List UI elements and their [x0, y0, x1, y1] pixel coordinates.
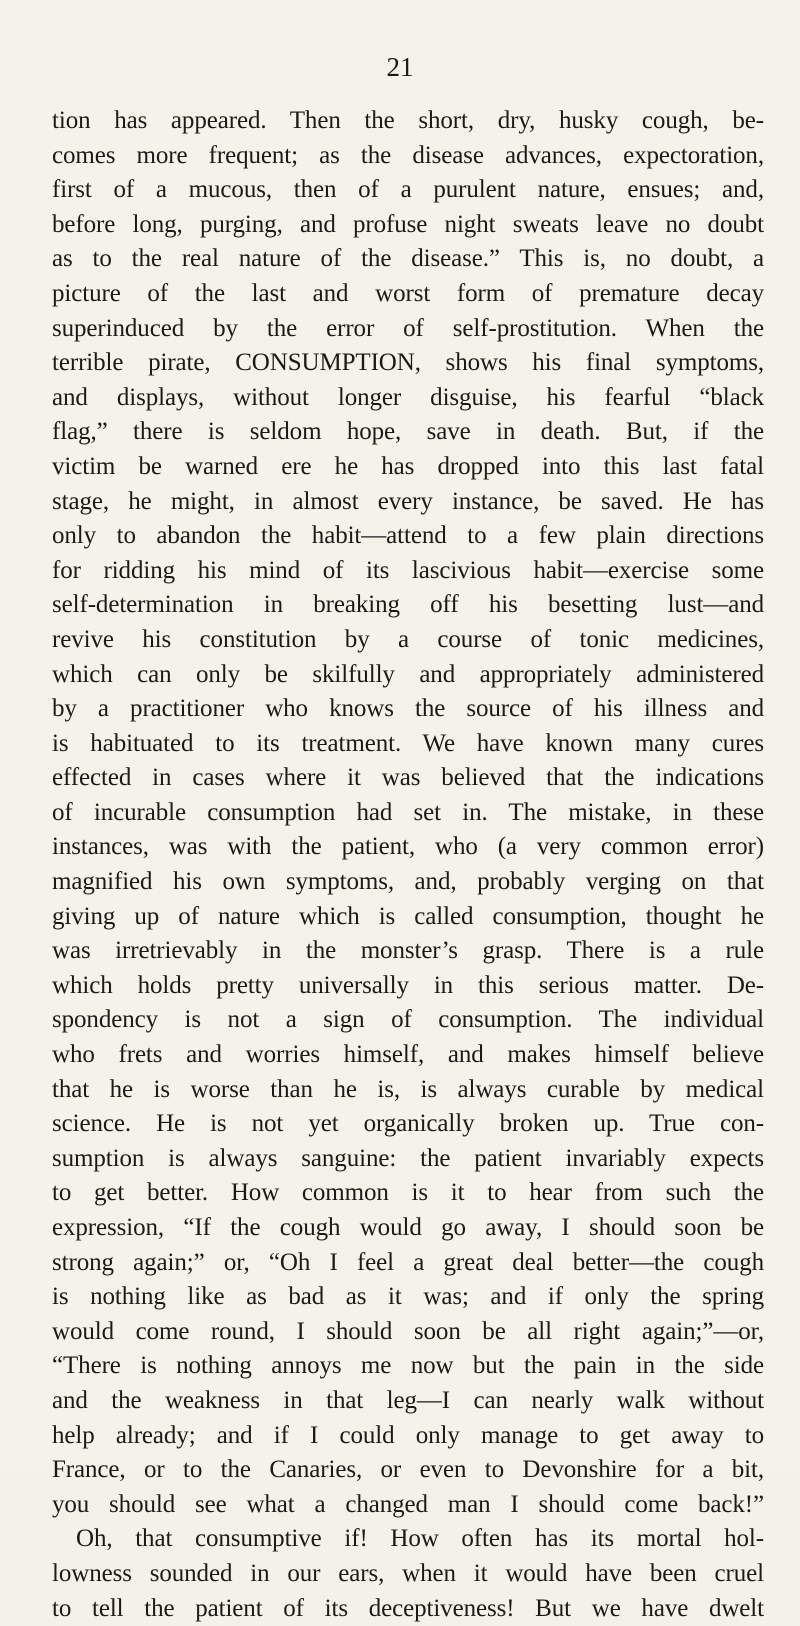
body-text	[52, 104, 764, 1626]
text-line: victim be warned ere he has dropped into this last fatal	[52, 452, 764, 480]
text-line: superinduced by the error of self-prostitution. When the	[52, 314, 764, 342]
text-line: lowness sounded in our ears, when it would have been cruel	[52, 1559, 764, 1587]
text-line: to tell the patient of its deceptiveness! But we have dwelt	[52, 1594, 764, 1622]
text-line: that he is worse than he is, is always curable by medical	[52, 1075, 764, 1103]
text-line: picture of the last and worst form of premature decay	[52, 279, 764, 307]
text-line: is nothing like as bad as it was; and if only the spring	[52, 1283, 764, 1311]
text-line: by a practitioner who knows the source of his illness and	[52, 695, 764, 723]
text-line: sumption is always sanguine: the patient invariably expects	[52, 1144, 764, 1172]
text-line: comes more frequent; as the disease advances, expectoration,	[52, 141, 764, 169]
text-line: which holds pretty universally in this serious matter. De-	[52, 971, 764, 999]
text-line: science. He is not yet organically broken up. True con-	[52, 1110, 764, 1138]
text-line: revive his constitution by a course of tonic medicines,	[52, 625, 764, 653]
text-line: Oh, that consumptive if! How often has its mortal hol-	[76, 1525, 764, 1553]
text-line: as to the real nature of the disease.” This is, no doubt, a	[52, 245, 764, 273]
text-line: only to abandon the habit—attend to a few plain directions	[52, 522, 764, 550]
text-line: which can only be skilfully and appropriately administered	[52, 660, 764, 688]
text-line: expression, “If the cough would go away, I should soon be	[52, 1214, 764, 1241]
text-line: and the weakness in that leg—I can nearly walk without	[52, 1386, 764, 1414]
text-line: to get better. How common is it to hear from such the	[52, 1179, 764, 1207]
text-line: France, or to the Canaries, or even to Devonshire for a bit,	[52, 1456, 764, 1484]
text-line: spondency is not a sign of consumption. The individual	[52, 1006, 764, 1034]
text-line: who frets and worries himself, and makes himself believe	[52, 1041, 764, 1069]
text-line: before long, purging, and profuse night sweats leave no doubt	[52, 210, 764, 238]
page-number: 21	[386, 52, 414, 82]
text-line: you should see what a changed man I should come back!”	[52, 1490, 764, 1518]
text-line: stage, he might, in almost every instance, be saved. He has	[52, 487, 764, 515]
text-line: is habituated to its treatment. We have known many cures	[52, 729, 764, 757]
text-line: help already; and if I could only manage to get away to	[52, 1421, 764, 1449]
text-line: for ridding his mind of its lascivious habit—exercise some	[52, 556, 764, 584]
text-line: effected in cases where it was believed that the indications	[52, 764, 764, 792]
text-line: of incurable consumption had set in. The mistake, in these	[52, 798, 764, 826]
text-line: magnified his own symptoms, and, probably verging on that	[52, 868, 764, 896]
text-line: would come round, I should soon be all right again;”—or,	[52, 1317, 764, 1345]
text-line: strong again;” or, “Oh I feel a great deal better—the cough	[52, 1248, 764, 1276]
text-line: first of a mucous, then of a purulent nature, ensues; and,	[52, 176, 764, 204]
text-line: “There is nothing annoys me now but the pain in the side	[52, 1352, 764, 1380]
text-line: instances, was with the patient, who (a very common error)	[52, 833, 764, 861]
text-line: tion has appeared. Then the short, dry, husky cough, be-	[52, 107, 764, 134]
text-line: flag,” there is seldom hope, save in death. But, if the	[52, 418, 764, 446]
text-line: and displays, without longer disguise, his fearful “black	[52, 383, 764, 411]
text-line: terrible pirate, CONSUMPTION, shows his final symptoms,	[52, 349, 764, 377]
text-line: was irretrievably in the monster’s grasp. There is a rule	[52, 937, 764, 965]
text-line: self-determination in breaking off his besetting lust—and	[52, 591, 764, 619]
text-line: giving up of nature which is called consumption, thought he	[52, 902, 764, 930]
